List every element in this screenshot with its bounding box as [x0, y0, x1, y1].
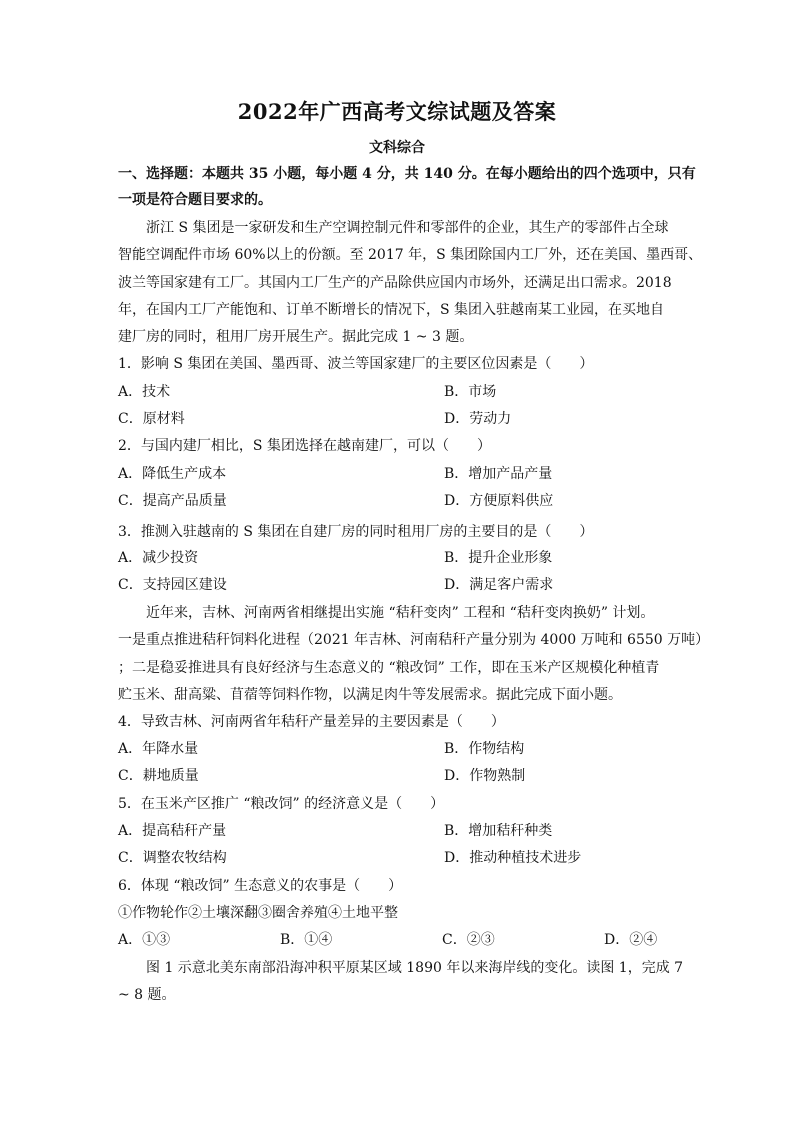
- question-1-option-d: D．劳动力: [444, 411, 512, 427]
- section-heading: 一、选择题：本题共 35 小题，每小题 4 分，共 140 分。在每小题给出的四个选项中，只有: [118, 166, 696, 182]
- question-4-option-d: D．作物熟制: [444, 768, 526, 784]
- question-2-option-c: C．提高产品质量: [118, 493, 227, 509]
- question-2-option-b: B．增加产品产量: [444, 466, 553, 482]
- passage-line: 智能空调配件市场 60%以上的份额。至 2017 年，S 集团除国内工厂外，还在美国、墨西哥、: [118, 247, 703, 263]
- question-6-option-c: C．②③: [442, 932, 495, 948]
- question-5-option-b: B．增加秸秆种类: [444, 823, 553, 839]
- document-subtitle: 文科综合: [369, 140, 425, 156]
- passage-line: 浙江 S 集团是一家研发和生产空调控制元件和零部件的企业，其生产的零部件占全球: [146, 220, 669, 236]
- question-4-option-b: B．作物结构: [444, 741, 525, 757]
- question-4-option-c: C．耕地质量: [118, 768, 199, 784]
- question-6-stem: 6．体现 “粮改饲” 生态意义的农事是（ ）: [118, 878, 403, 894]
- question-5-stem: 5．在玉米产区推广 “粮改饲” 的经济意义是（ ）: [118, 796, 445, 812]
- question-2-option-d: D．方便原料供应: [444, 493, 554, 509]
- passage-line: 图 1 示意北美东南部沿海冲积平原某区域 1890 年以来海岸线的变化。读图 1，完成 7: [146, 960, 684, 976]
- document-title: 2022年广西高考文综试题及答案: [237, 99, 557, 124]
- passage-line: 年，在国内工厂产能饱和、订单不断增长的情况下，S 集团入驻越南某工业园，在买地自: [118, 302, 665, 318]
- passage-line: 贮玉米、甜高粱、苜蓿等饲料作物，以满足肉牛等发展需求。据此完成下面小题。: [118, 687, 622, 703]
- passage-line: 一是重点推进秸秆饲料化进程（2021 年吉林、河南秸秆产量分别为 4000 万吨和 6550 万吨）: [118, 632, 710, 648]
- question-3-option-d: D．满足客户需求: [444, 577, 554, 593]
- passage-line: 建厂房的同时，租用厂房开展生产。据此完成 1 ~ 3 题。: [118, 329, 474, 345]
- question-6-option-b: B．①④: [280, 932, 333, 948]
- passage-line: 近年来，吉林、河南两省相继提出实施 “秸秆变肉” 工程和 “秸秆变肉换奶” 计划。: [146, 605, 655, 621]
- question-4-option-a: A．年降水量: [118, 741, 199, 757]
- question-1-option-a: A．技术: [118, 384, 171, 400]
- passage-line: ；二是稳妥推进具有良好经济与生态意义的 “粮改饲” 工作，即在玉米产区规模化种植青: [118, 660, 660, 676]
- question-2-stem: 2．与国内建厂相比，S 集团选择在越南建厂，可以（ ）: [118, 438, 491, 454]
- question-5-option-c: C．调整农牧结构: [118, 850, 227, 866]
- question-1-stem: 1．影响 S 集团在美国、墨西哥、波兰等国家建厂的主要区位因素是（ ）: [118, 356, 594, 372]
- question-1-option-c: C．原材料: [118, 411, 185, 427]
- question-3-stem: 3．推测入驻越南的 S 集团在自建厂房的同时租用厂房的主要目的是（ ）: [118, 524, 594, 540]
- question-4-stem: 4．导致吉林、河南两省年秸秆产量差异的主要因素是（ ）: [118, 714, 505, 730]
- question-1-option-b: B．市场: [444, 384, 497, 400]
- question-2-option-a: A．降低生产成本: [118, 466, 227, 482]
- passage-line: ~ 8 题。: [118, 987, 176, 1003]
- section-heading-cont: 一项是符合题目要求的。: [118, 192, 272, 208]
- question-5-option-a: A．提高秸秆产量: [118, 823, 227, 839]
- passage-line: 波兰等国家建有工厂。其国内工厂生产的产品除供应国内市场外，还满足出口需求。2018: [118, 275, 672, 291]
- question-5-option-d: D．推动种植技术进步: [444, 850, 582, 866]
- question-3-option-b: B．提升企业形象: [444, 550, 553, 566]
- question-6-items: ①作物轮作②土壤深翻③圈舍养殖④土地平整: [118, 905, 398, 921]
- question-3-option-a: A．减少投资: [118, 550, 199, 566]
- question-3-option-c: C．支持园区建设: [118, 577, 227, 593]
- question-6-option-a: A．①③: [118, 932, 171, 948]
- question-6-option-d: D．②④: [604, 932, 658, 948]
